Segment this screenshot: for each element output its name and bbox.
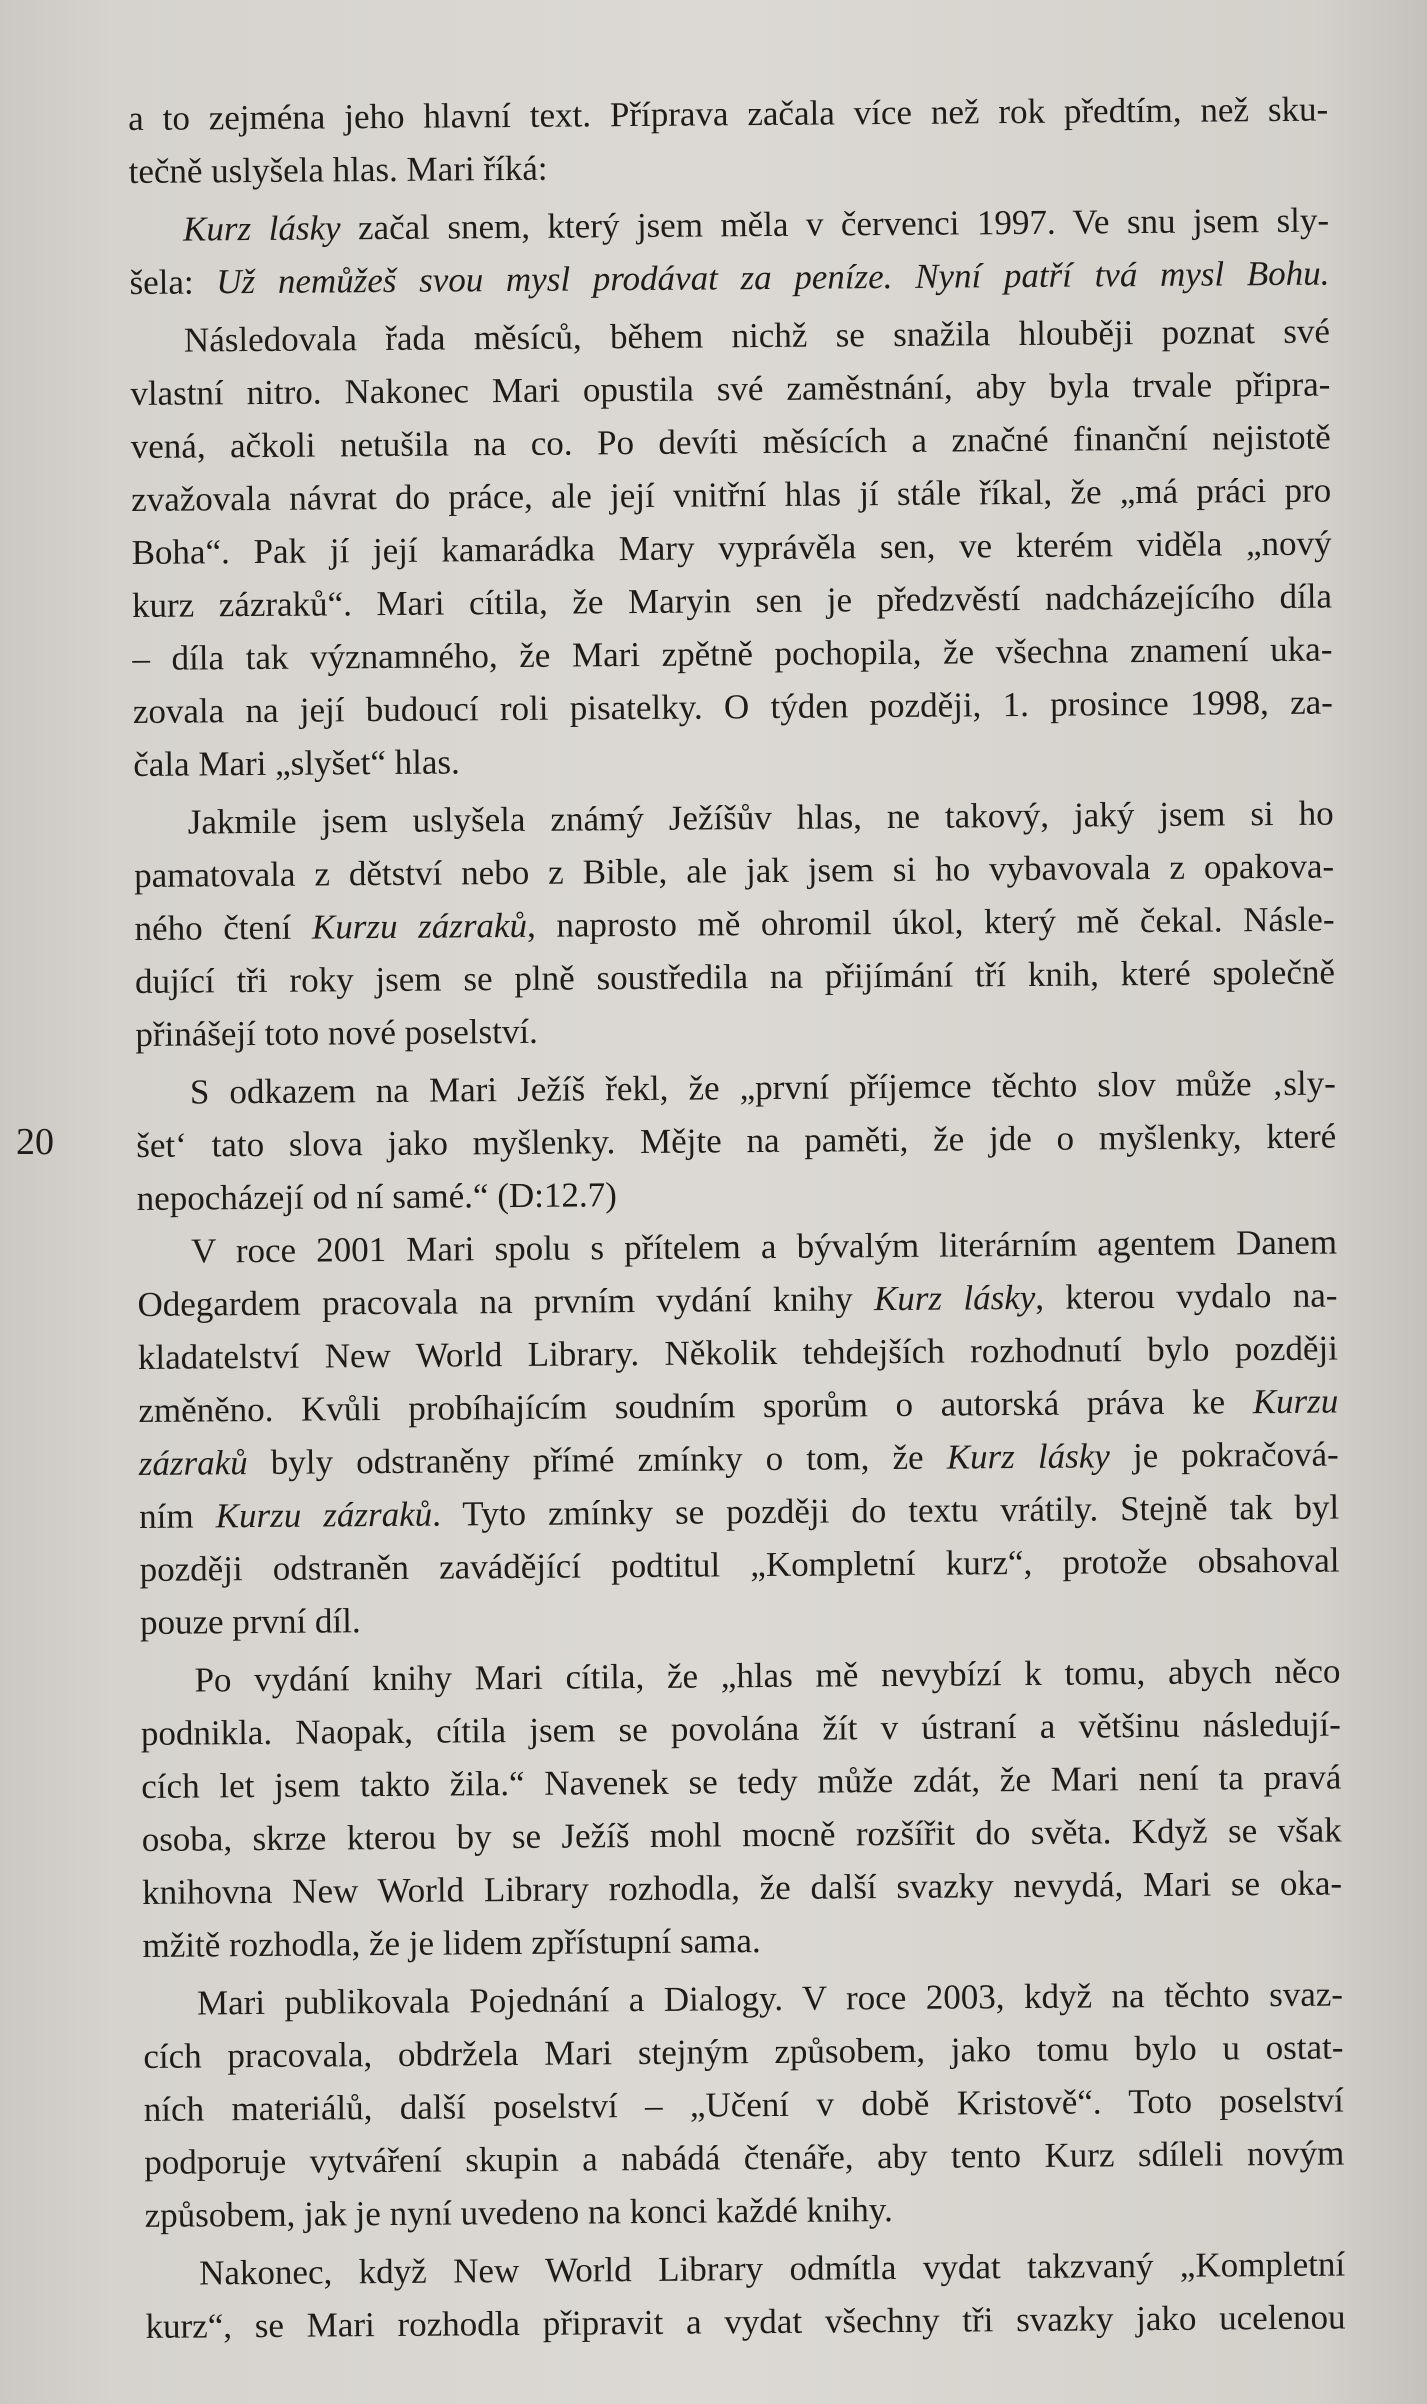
text-line (145, 2291, 1345, 2353)
text-span: Odegardem pracovala na prvním vydání knihy (137, 1279, 875, 1324)
text-span: , naprosto mě ohromil úkol, který mě čekal. Násle- (526, 899, 1335, 945)
text-line (133, 676, 1333, 738)
text-span: Po vydání knihy Mari cítila, že „hlas mě nevybízí k tomu, abych něco (194, 1651, 1341, 1700)
italic-text: zázraků (138, 1443, 248, 1483)
text-line (141, 1751, 1341, 1813)
text-line (128, 136, 1328, 198)
text-span: Následovala řada měsíců, během nichž se snažila hlouběji poznat své (183, 311, 1331, 360)
text-span: ním (139, 1496, 216, 1536)
text-line (139, 1481, 1339, 1543)
text-line (138, 1322, 1338, 1384)
text-span: šela: (129, 262, 217, 302)
text-span: šet‘ tato slova jako myšlenky. Mějte na paměti, že jde o myšlenky, které (136, 1116, 1337, 1165)
text-span: , kterou vydalo na- (1035, 1275, 1338, 1317)
text-span: V roce 2001 Mari spolu s přítelem a bývalým literárním agentem Danem (190, 1222, 1338, 1271)
text-line (137, 1216, 1337, 1278)
text-span: vlastní nitro. Nakonec Mari opustila své zaměstnání, aby byla trvale připra- (130, 364, 1331, 413)
text-line (132, 623, 1332, 685)
text-line (144, 2074, 1344, 2136)
text-span: později odstraněn zavádějící podtitul „Kompletní kurz“, protože obsahoval (139, 1540, 1340, 1589)
text-span: podporuje vytváření skupin a nabádá čtenáře, aby tento Kurz sdíleli novým (144, 2133, 1345, 2182)
text-span: dující tři roky jsem se plně soustředila na přijímání tří knih, které společně (134, 952, 1336, 1001)
text-span: Jakmile jsem uslyšela známý Ježíšův hlas, ne takový, jaký jsem si ho (187, 793, 1334, 842)
text-line (144, 2180, 1344, 2242)
text-line (139, 1428, 1339, 1490)
text-span: pouze první díl. (139, 1601, 361, 1642)
text-line (136, 1163, 1336, 1225)
page-number: 20 (16, 1121, 54, 1163)
text-span: cích pracovala, obdržela Mari stejným způsobem, jako tomu bylo u ostat- (143, 2027, 1344, 2076)
text-span: zvažovala návrat do práce, ale její vnitřní hlas jí stále říkal, že „má práci pro (131, 470, 1332, 519)
text-line (140, 1587, 1340, 1649)
text-span: ného čtení (134, 907, 313, 948)
text-line (137, 1269, 1337, 1331)
text-span: a to zejména jeho hlavní text. Příprava začala více než rok předtím, než sku- (128, 89, 1329, 138)
body-text (128, 83, 1346, 2353)
text-span: pamatovala z dětství nebo z Bible, ale jak jsem si ho vybavovala z opakova- (134, 846, 1335, 895)
text-line (145, 2238, 1345, 2300)
text-span: kurz“, se Mari rozhodla připravit a vydat všechny tři svazky jako ucelenou (145, 2297, 1346, 2346)
text-line (130, 358, 1330, 420)
text-line (134, 840, 1334, 902)
text-line (142, 1910, 1342, 1972)
italic-text: Kurzu zázraků (311, 905, 528, 947)
text-line (136, 1057, 1336, 1119)
text-line (128, 83, 1328, 145)
italic-text: Kurzu (1252, 1381, 1339, 1422)
text-span: nepocházejí od ní samé.“ (D:12.7) (136, 1175, 617, 1218)
text-span: zovala na její budoucí roli pisatelky. O týden později, 1. prosince 1998, za- (132, 682, 1333, 731)
text-span: začal snem, který jsem měla v červenci 1997. Ve snu jsem sly- (340, 200, 1330, 248)
text-line (142, 1857, 1342, 1919)
text-span: Mari publikovala Pojednání a Dialogy. V roce 2003, když na těchto svaz- (196, 1974, 1344, 2023)
text-span: S odkazem na Mari Ježíš řekl, že „první příjemce těchto slov může ‚sly- (189, 1063, 1336, 1112)
text-line (144, 2127, 1344, 2189)
text-span: – díla tak významného, že Mari zpětně pochopila, že všechna znamení uka- (132, 629, 1333, 678)
text-line (135, 946, 1335, 1008)
text-line (143, 2021, 1343, 2083)
text-line (132, 570, 1332, 632)
text-span: Nakonec, když New World Library odmítla vydat takzvaný „Kompletní (198, 2244, 1346, 2293)
text-span: ních materiálů, další poselství – „Učení v době Kristově“. Toto poselství (143, 2080, 1344, 2129)
text-span: je pokračová- (1109, 1434, 1339, 1476)
text-line (134, 893, 1334, 955)
italic-text: Už nemůžeš svou mysl prodávat za peníze. Nyní patří tvá mysl Bohu. (216, 253, 1330, 302)
text-line (130, 305, 1330, 367)
italic-text: Kurz lásky (182, 208, 341, 249)
text-span: knihovna New World Library rozhodla, že další svazky nevydá, Mari se oka- (141, 1863, 1343, 1912)
italic-text: Kurz lásky (946, 1436, 1111, 1477)
text-line (143, 1968, 1343, 2030)
text-span: . Tyto zmínky se později do textu vrátily. Stejně tak byl (432, 1487, 1340, 1534)
text-span: mžitě rozhodla, že je lidem zpřístupní sama. (142, 1921, 761, 1965)
text-line (139, 1534, 1339, 1596)
text-span: tečně uslyšela hlas. Mari říká: (128, 148, 548, 191)
text-span: kurz zázraků“. Mari cítila, že Maryin sen je předzvěstí nadcházejícího díla (131, 576, 1333, 625)
italic-text: Kurz lásky (873, 1277, 1036, 1319)
text-span: přinášejí toto nové poselství. (135, 1011, 538, 1054)
text-span: cích let jsem takto žila.“ Navenek se tedy může zdát, že Mari není ta pravá (141, 1757, 1342, 1806)
text-span: kladatelství New World Library. Několik tehdejších rozhodnutí bylo později (137, 1328, 1339, 1377)
text-line (131, 517, 1331, 579)
text-line (133, 729, 1333, 791)
text-line (134, 787, 1334, 849)
text-span: podnikla. Naopak, cítila jsem se povolána žít v ústraní a většinu následují- (140, 1704, 1342, 1753)
text-line (140, 1645, 1340, 1707)
text-line (129, 194, 1329, 256)
text-span: čala Mari „slyšet“ hlas. (133, 742, 460, 784)
text-line (135, 999, 1335, 1061)
text-span: byly odstraněny přímé zmínky o tom, že (247, 1437, 947, 1483)
text-span: způsobem, jak je nyní uvedeno na konci každé knihy. (144, 2190, 893, 2235)
text-line (141, 1698, 1341, 1760)
text-span: vená, ačkoli netušila na co. Po devíti měsících a značné finanční nejistotě (130, 417, 1331, 466)
text-line (136, 1110, 1336, 1172)
text-line (131, 464, 1331, 526)
italic-text: Kurzu zázraků (215, 1494, 433, 1536)
text-span: Boha“. Pak jí její kamarádka Mary vyprávěla sen, ve kterém viděla „nový (131, 523, 1332, 572)
text-line (138, 1375, 1338, 1437)
text-span: změněno. Kvůli probíhajícím soudním sporům o autorská práva ke (138, 1382, 1253, 1430)
text-span: osoba, skrze kterou by se Ježíš mohl mocně rozšířit do světa. Když se však (141, 1810, 1342, 1859)
text-line (131, 411, 1331, 473)
text-line (142, 1804, 1342, 1866)
text-line (129, 247, 1329, 309)
